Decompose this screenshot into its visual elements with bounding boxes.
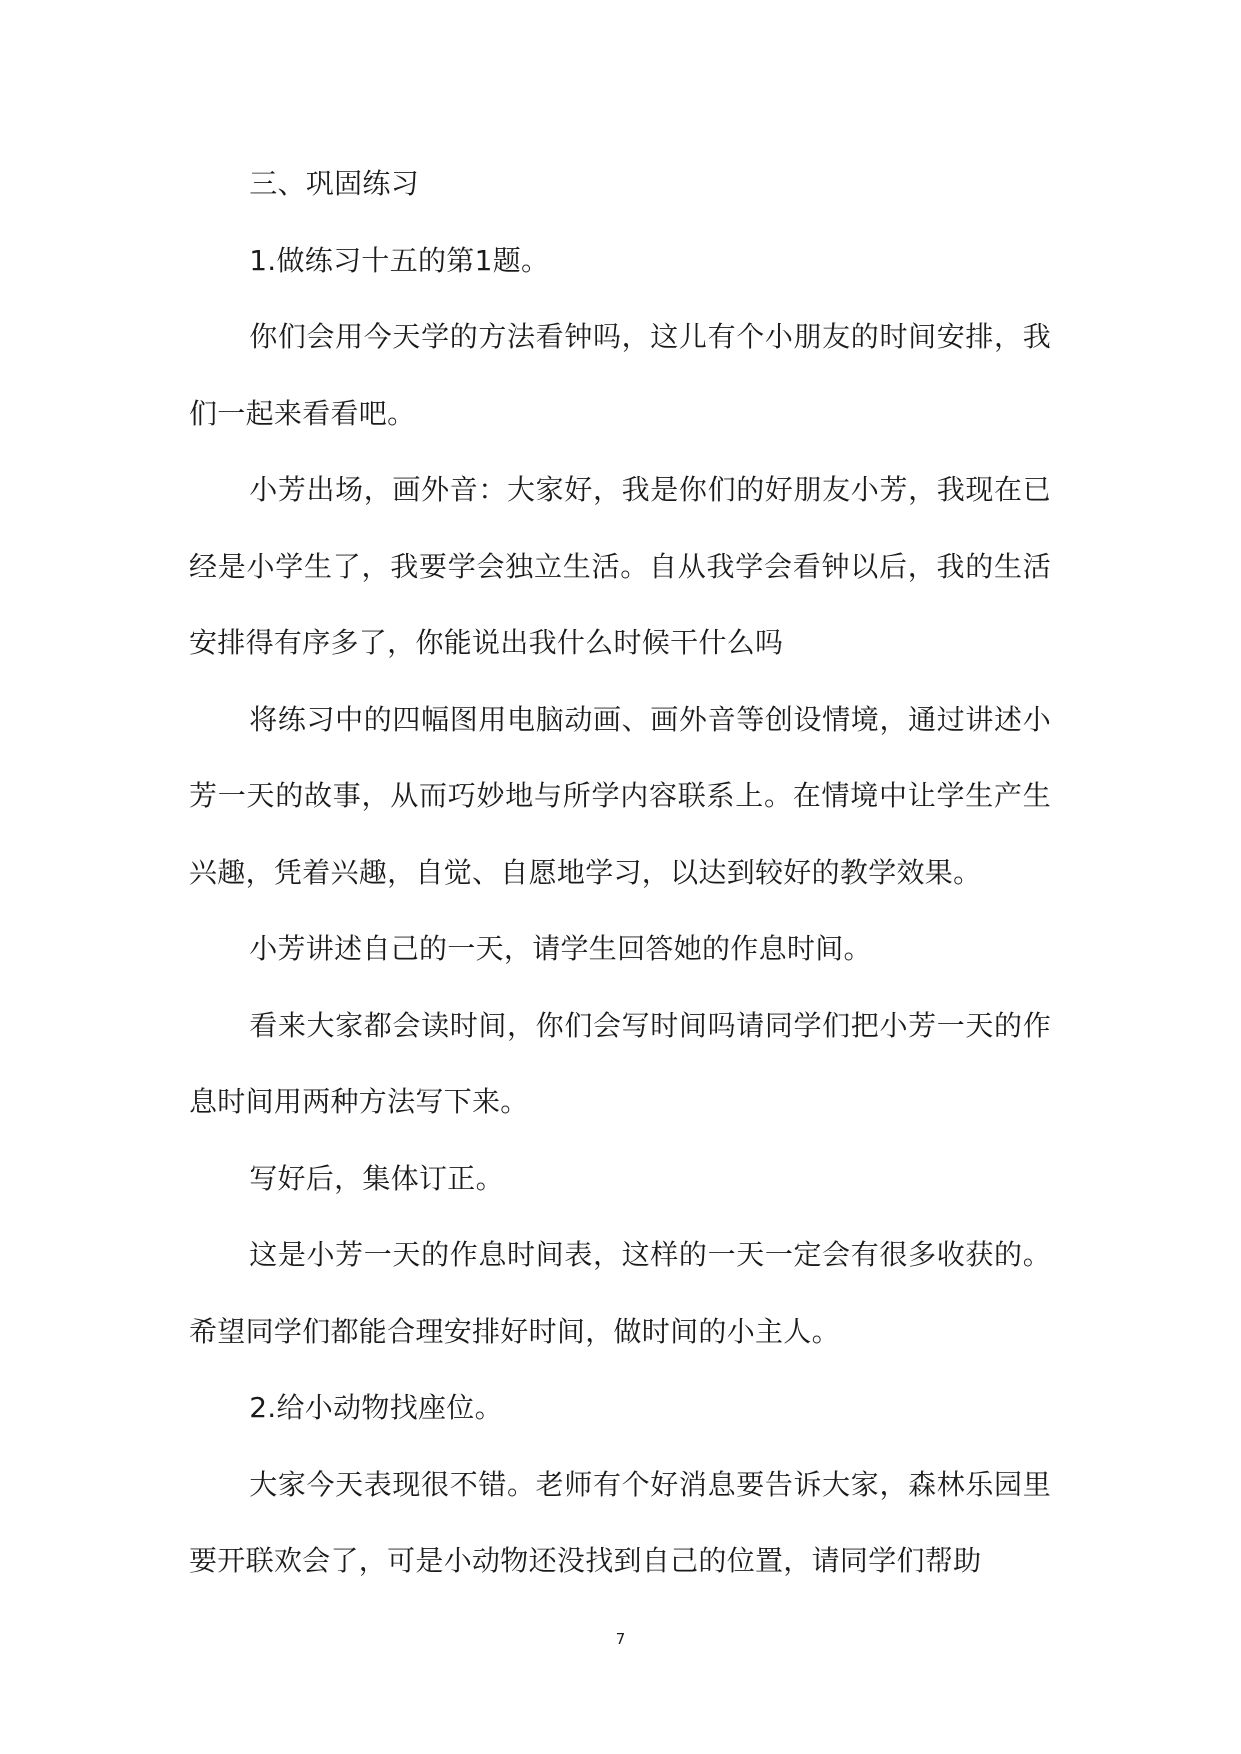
page-number: 7: [615, 1630, 626, 1648]
paragraph: 大家今天表现很不错。老师有个好消息要告诉大家，森林乐园里要开联欢会了，可是小动物还没找到自己的位置，请同学们帮助: [189, 1467, 1051, 1577]
paragraph: 看来大家都会读时间，你们会写时间吗请同学们把小芳一天的作息时间用两种方法写下来。: [189, 1008, 1051, 1118]
paragraph: 将练习中的四幅图用电脑动画、画外音等创设情境，通过讲述小芳一天的故事，从而巧妙地与所学内容联系上。在情境中让学生产生兴趣，凭着兴趣，自觉、自愿地学习，以达到较好的教学效果。: [189, 702, 1051, 889]
section-heading: 三、巩固练习: [249, 167, 419, 200]
exercise-item-1: 1.做练习十五的第1题。: [249, 243, 550, 277]
paragraph: 你们会用今天学的方法看钟吗，这儿有个小朋友的时间安排，我们一起来看看吧。: [189, 320, 1051, 430]
paragraph: 这是小芳一天的作息时间表，这样的一天一定会有很多收获的。希望同学们都能合理安排好时间，做时间的小主人。: [189, 1238, 1051, 1348]
document-body: [189, 146, 1051, 1600]
paragraph: 小芳出场，画外音：大家好，我是你们的好朋友小芳，我现在已经是小学生了，我要学会独立生活。自从我学会看钟以后，我的生活安排得有序多了，你能说出我什么时候干什么吗: [189, 473, 1051, 659]
exercise-item-2: 2.给小动物找座位。: [249, 1391, 503, 1424]
paragraph: 写好后，集体订正。: [249, 1161, 504, 1195]
paragraph: 小芳讲述自己的一天，请学生回答她的作息时间。: [249, 932, 872, 965]
